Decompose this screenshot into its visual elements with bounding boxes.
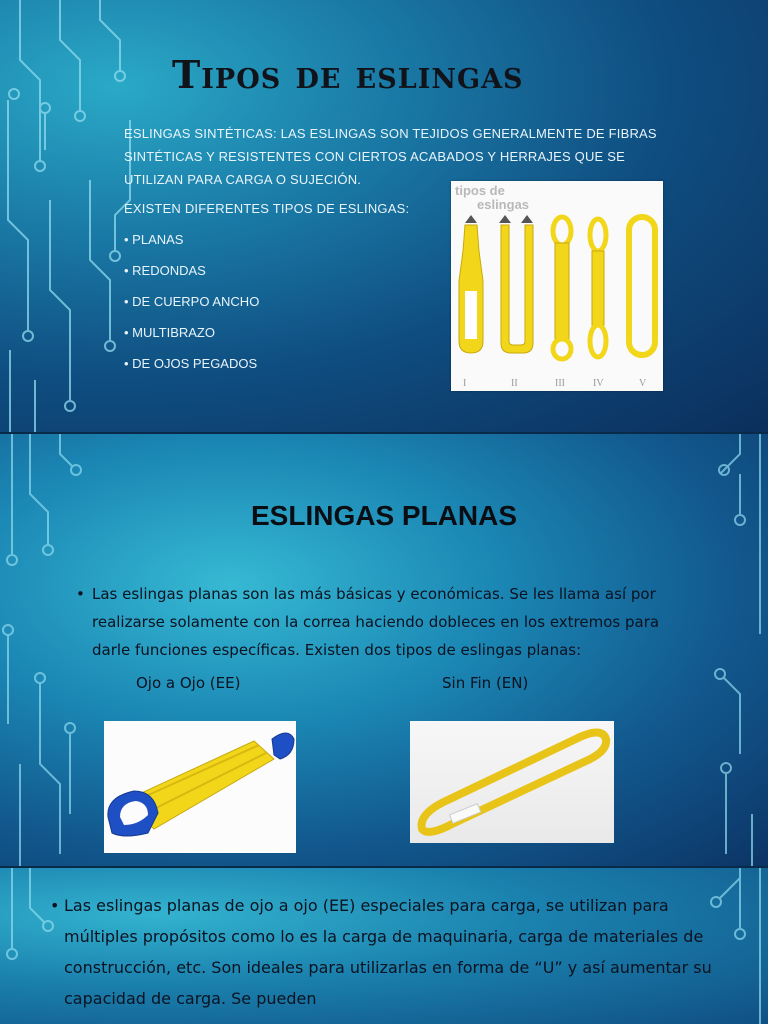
ojo-a-ojo-description [50, 890, 714, 1014]
list-item: • MULTIBRAZO [124, 325, 215, 340]
ojo-a-ojo-sling-image [104, 721, 296, 853]
slide-tipos-de-eslingas [0, 0, 768, 432]
sin-fin-sling-image [410, 721, 614, 843]
numeral-3: III [555, 378, 565, 389]
list-item: • REDONDAS [124, 263, 206, 278]
types-list [124, 230, 259, 385]
slide-ojo-a-ojo-detalle [0, 868, 768, 1024]
list-item: • DE CUERPO ANCHO [124, 294, 260, 309]
intro-paragraph: ESLINGAS SINTÉTICAS: LAS ESLINGAS SON TEJIDOS GENERALMENTE DE FIBRAS SINTÉTICAS Y RESISTENTES CON CIERTOS ACABADOS Y HERRAJES QUE SE UTILIZAN PARA CARGA O SUJECIÓN. [124, 126, 657, 187]
slide-title: ESLINGAS PLANAS [250, 500, 518, 531]
sling-type-3 [553, 217, 571, 359]
numeral-5: V [639, 378, 647, 389]
label-ojo-a-ojo: Ojo a Ojo (EE) [136, 674, 241, 692]
planas-text: Las eslingas planas son las más básicas y económicas. Se les llama así por realizarse solamente con la correa haciendo dobleces en los extremos para darle funciones específicas. Existen dos tipos de eslingas planas: [92, 585, 660, 659]
ojo-a-ojo-text: Las eslingas planas de ojo a ojo (EE) especiales para carga, se utilizan para múltiples propósitos como lo es la carga de maquinaria, carga de materiales de construcción, etc. Son ideales para utilizarlas en forma de “U” y así aumentar su capacidad de carga. Se pueden [64, 896, 712, 1008]
sling-type-5 [629, 217, 655, 355]
sling-type-2 [499, 215, 533, 353]
bullet-icon: • [76, 585, 85, 603]
image-caption-line2: eslingas [477, 197, 530, 212]
image-caption-line1: tipos de [455, 183, 505, 198]
list-item: • DE OJOS PEGADOS [124, 356, 258, 371]
sling-type-4 [590, 219, 606, 357]
slide-title: Tipos de eslingas [172, 52, 524, 97]
list-item: • PLANAS [124, 232, 184, 247]
slide-eslingas-planas [0, 434, 768, 866]
sling-type-1 [459, 215, 483, 353]
numeral-4: IV [593, 378, 604, 389]
bullet-icon: • [50, 896, 60, 915]
planas-description [76, 580, 700, 664]
numeral-1: I [463, 378, 467, 389]
types-intro: EXISTEN DIFERENTES TIPOS DE ESLINGAS: [124, 201, 410, 216]
label-sin-fin: Sin Fin (EN) [442, 674, 529, 692]
numeral-2: II [511, 378, 518, 389]
sling-types-image [451, 181, 663, 391]
